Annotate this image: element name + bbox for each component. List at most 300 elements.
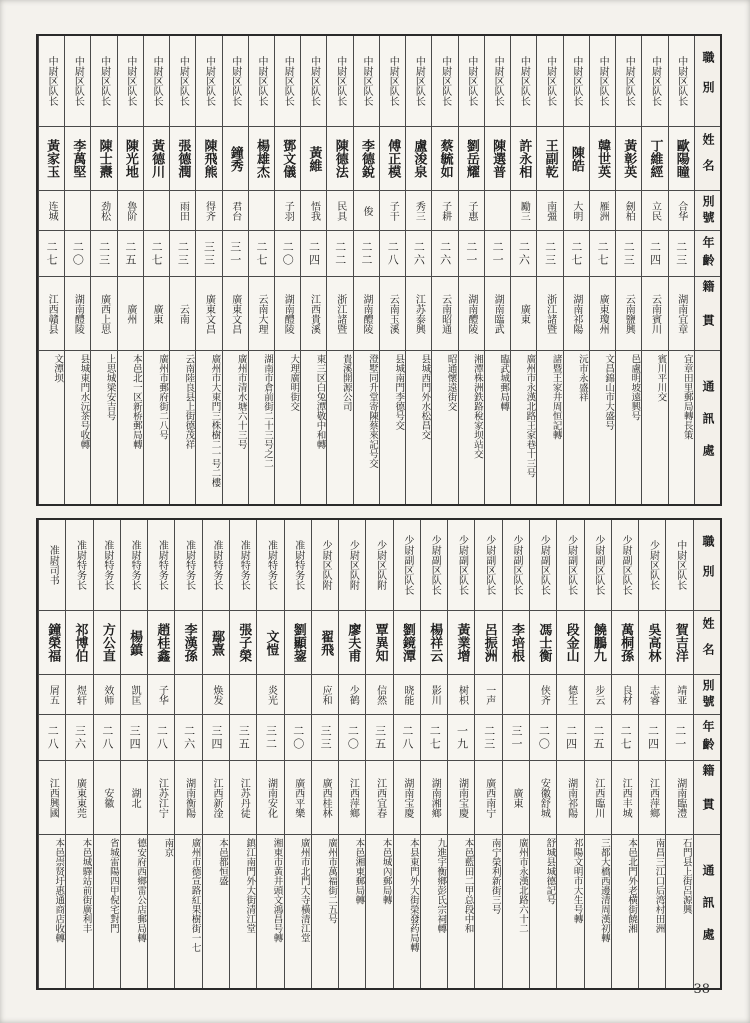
age-cell: 三四 [121, 714, 147, 760]
address-header: 通訊處 [694, 834, 720, 988]
origin-cell: 湖南醴陵 [354, 276, 379, 350]
address-cell: 沅市永盛祥 [564, 350, 589, 504]
person-column [300, 36, 326, 504]
name-cell: 劉顯鋆 [285, 610, 311, 674]
age-cell: 三三 [196, 230, 221, 276]
address-cell: 三都大橋西邊清周漢初轉 [585, 834, 611, 988]
age-cell: 二三 [669, 230, 694, 276]
address-cell: 廣州市大東門三株樹二一号二樓 [196, 350, 221, 504]
origin-cell: 云南大理 [249, 276, 274, 350]
origin-cell: 廣東文昌 [196, 276, 221, 350]
person-column [311, 520, 338, 988]
age-cell: 三三 [312, 714, 338, 760]
address-cell: 云南陸良县上街德茂祥 [170, 350, 195, 504]
name-cell: 陳德法 [327, 126, 352, 190]
origin-cell: 廣西上思 [91, 276, 116, 350]
person-column [502, 520, 529, 988]
name-cell: 劉鏡潭 [394, 610, 420, 674]
alias-cell [65, 190, 90, 230]
rank-cell: 中尉区队长 [124, 56, 136, 106]
rank-cell: 中尉区队长 [282, 56, 294, 106]
name-cell: 蔡毓如 [432, 126, 457, 190]
age-cell: 三五 [366, 714, 392, 760]
rank-cell: 中尉区队长 [518, 56, 530, 106]
rank-cell: 中尉区队长 [98, 56, 110, 106]
person-column [202, 520, 229, 988]
age-cell: 二〇 [285, 714, 311, 760]
name-cell: 黃德川 [144, 126, 169, 190]
address-cell: 文昌錦山市大盛号 [590, 350, 615, 504]
rank-cell: 中尉区队长 [177, 56, 189, 106]
address-cell: 諸暨王家井周恒記轉 [537, 350, 562, 504]
origin-cell: 江西宜春 [366, 760, 392, 834]
alias-cell: 劲松 [91, 190, 116, 230]
name-cell: 傅正模 [380, 126, 405, 190]
alias-cell: 立民 [642, 190, 667, 230]
alias-cell [249, 190, 274, 230]
address-cell: 本邑藍田二甲总段中和 [448, 834, 474, 988]
person-column [338, 520, 365, 988]
name-cell: 陳選普 [485, 126, 510, 190]
address-cell: 县城西門外水松昌交 [406, 350, 431, 504]
age-cell: 二四 [301, 230, 326, 276]
address-cell: 廣州市德宣路紅果樹街一七 [175, 834, 201, 988]
name-cell: 陳皓 [564, 126, 589, 190]
alias-cell: 屑五 [39, 674, 65, 714]
age-cell: 二八 [380, 230, 405, 276]
age-cell: 二二 [327, 230, 352, 276]
age-cell: 三一 [503, 714, 529, 760]
name-cell: 萬桐孫 [612, 610, 638, 674]
person-column [611, 520, 638, 988]
alias-cell: 悟我 [301, 190, 326, 230]
name-cell: 祁博伯 [66, 610, 92, 674]
age-cell: 二四 [642, 230, 667, 276]
origin-cell: 浙江諸暨 [327, 276, 352, 350]
name-cell: 李培根 [503, 610, 529, 674]
address-cell: 本邑崇贤圩惠通商店收轉 [39, 834, 65, 988]
name-cell: 鐘榮福 [39, 610, 65, 674]
person-column [563, 36, 589, 504]
address-cell: 南宁榮利新街三号 [475, 834, 501, 988]
address-cell: 廣州市郵府街二八号 [144, 350, 169, 504]
alias-cell [503, 674, 529, 714]
name-cell: 吳高林 [639, 610, 665, 674]
address-cell: 县城東門水沅茶号收轉 [65, 350, 90, 504]
person-column [584, 520, 611, 988]
person-column [38, 36, 64, 504]
age-cell: 二一 [666, 714, 692, 760]
origin-cell: 廣州 [118, 276, 143, 350]
address-cell: 本邑都恒盛 [203, 834, 229, 988]
address-cell: 石門县上街呂源興 [666, 834, 692, 988]
alias-cell: 应和 [312, 674, 338, 714]
rank-cell: 准尉司书 [47, 545, 59, 585]
origin-cell: 廣東 [503, 760, 529, 834]
alias-cell: 侠齐 [530, 674, 556, 714]
person-column [365, 520, 392, 988]
alias-header: 別號 [694, 674, 720, 714]
age-cell: 二四 [639, 714, 665, 760]
age-cell: 二七 [39, 230, 64, 276]
rank-cell: 少尉副区队长 [401, 535, 413, 595]
rank-cell: 少尉副区队长 [592, 535, 604, 595]
age-header: 年齡 [694, 714, 720, 760]
address-cell: 祁陽文明市大生号轉 [557, 834, 583, 988]
address-cell: 本邑湘東郵局轉 [339, 834, 365, 988]
age-cell: 三五 [230, 714, 256, 760]
address-cell: 昭通懷遠街交 [432, 350, 457, 504]
name-cell: 覃異知 [366, 610, 392, 674]
person-column [665, 520, 692, 988]
address-header: 通訊處 [695, 350, 720, 504]
origin-cell: 湖南醴陵 [275, 276, 300, 350]
person-column [274, 36, 300, 504]
person-column [536, 36, 562, 504]
address-cell: 南昌三江口后湾村田洲 [639, 834, 665, 988]
person-column [447, 520, 474, 988]
origin-cell: 云南昭通 [432, 276, 457, 350]
address-cell: 省城雷陽四甲倪宅對門 [94, 834, 120, 988]
alias-cell: 良材 [612, 674, 638, 714]
name-cell: 馮士衡 [530, 610, 556, 674]
alias-cell [285, 674, 311, 714]
alias-cell: 南彊 [537, 190, 562, 230]
name-cell: 黃家玉 [39, 126, 64, 190]
alias-cell: 一声 [475, 674, 501, 714]
rank-header: 職別 [695, 36, 720, 126]
age-cell: 二一 [485, 230, 510, 276]
person-column [529, 520, 556, 988]
rank-cell: 准尉特务长 [101, 540, 113, 590]
address-cell: 廣州市北門大寺橫清江堂 [285, 834, 311, 988]
person-column [484, 36, 510, 504]
origin-cell: 江苏丹徒 [230, 760, 256, 834]
origin-cell: 江西貴溪 [301, 276, 326, 350]
age-cell: 二三 [537, 230, 562, 276]
alias-cell: 得齐 [196, 190, 221, 230]
rank-cell: 中尉区队长 [544, 56, 556, 106]
name-header: 姓名 [695, 126, 720, 190]
origin-cell: 廣東東莞 [66, 760, 92, 834]
origin-cell: 江西贛县 [39, 276, 64, 350]
alias-cell: 子耕 [432, 190, 457, 230]
alias-cell: 俊 [354, 190, 379, 230]
age-cell: 二八 [394, 714, 420, 760]
age-cell: 一九 [448, 714, 474, 760]
rank-cell: 准尉特务长 [265, 540, 277, 590]
age-cell: 二六 [432, 230, 457, 276]
address-cell: 湘東市黃井頭文鴻昌号轉 [257, 834, 283, 988]
person-column [284, 520, 311, 988]
age-cell: 二七 [564, 230, 589, 276]
person-column [431, 36, 457, 504]
address-cell: 廣州市永漢北路王家巷十三号 [511, 350, 536, 504]
origin-cell: 湖南醴陵 [459, 276, 484, 350]
alias-cell: 合华 [669, 190, 694, 230]
rank-cell: 中尉区队长 [492, 56, 504, 106]
alias-cell: 劍柏 [616, 190, 641, 230]
age-cell: 二四 [557, 714, 583, 760]
alias-cell: 秀三 [406, 190, 431, 230]
person-column [326, 36, 352, 504]
age-cell: 三六 [66, 714, 92, 760]
rank-cell: 少尉区队附 [374, 540, 386, 590]
origin-header: 籍貫 [695, 276, 720, 350]
age-header: 年齡 [695, 230, 720, 276]
age-cell: 二六 [406, 230, 431, 276]
rank-cell: 中尉区队长 [229, 56, 241, 106]
origin-cell: 云南 [170, 276, 195, 350]
person-column [458, 36, 484, 504]
age-cell: 二〇 [339, 714, 365, 760]
address-cell: 廣州市萬福街二五号 [312, 834, 338, 988]
name-cell: 段金山 [557, 610, 583, 674]
name-cell: 黃維 [301, 126, 326, 190]
person-column [393, 520, 420, 988]
rank-cell: 少尉副区队长 [483, 535, 495, 595]
rank-cell: 中尉区队长 [256, 56, 268, 106]
address-cell: 貴溪開源公司 [327, 350, 352, 504]
origin-cell: 江西臨川 [585, 760, 611, 834]
name-cell: 楊祥云 [421, 610, 447, 674]
rank-cell: 中尉区队长 [413, 56, 425, 106]
address-cell: 邑盧明坡遠興号 [616, 350, 641, 504]
address-cell: 湘潭株洲鉄路稅家坝站交 [459, 350, 484, 504]
person-column [195, 36, 221, 504]
person-column [90, 36, 116, 504]
rank-header: 職別 [694, 520, 720, 610]
person-column [379, 36, 405, 504]
origin-cell: 廣西平樂 [285, 760, 311, 834]
name-cell: 鐘秀 [223, 126, 248, 190]
age-cell: 二三 [475, 714, 501, 760]
address-cell: 本邑城內郵局轉 [366, 834, 392, 988]
origin-cell: 廣東瓊州 [590, 276, 615, 350]
rank-cell: 少尉区队长 [647, 540, 659, 590]
person-column [174, 520, 201, 988]
person-column [420, 520, 447, 988]
age-cell: 三四 [203, 714, 229, 760]
rank-cell: 中尉区队长 [623, 56, 635, 106]
alias-cell [230, 674, 256, 714]
alias-cell: 信然 [366, 674, 392, 714]
roster-columns-top [38, 36, 720, 504]
rank-cell: 少尉区队附 [320, 540, 332, 590]
age-cell: 二七 [144, 230, 169, 276]
address-cell: 宜章田里郵局轉長策 [669, 350, 694, 504]
person-column [353, 36, 379, 504]
alias-cell [144, 190, 169, 230]
origin-cell: 江苏泰興 [406, 276, 431, 350]
address-cell: 本县東門外大街榮發药局轉 [394, 834, 420, 988]
age-cell: 二六 [511, 230, 536, 276]
origin-cell: 湖南臨澧 [666, 760, 692, 834]
address-cell: 南京 [148, 834, 174, 988]
rank-cell: 中尉区队长 [151, 56, 163, 106]
age-cell: 二七 [249, 230, 274, 276]
person-column [474, 520, 501, 988]
person-column [668, 36, 694, 504]
alias-cell: 大明 [564, 190, 589, 230]
name-cell: 陳士燾 [91, 126, 116, 190]
origin-cell: 湖北 [121, 760, 147, 834]
person-column [248, 36, 274, 504]
name-cell: 許永相 [511, 126, 536, 190]
origin-cell: 廣東 [511, 276, 536, 350]
age-cell: 二二 [354, 230, 379, 276]
name-cell: 饒鵬九 [585, 610, 611, 674]
address-cell: 本邑北門外老横街饒湘 [612, 834, 638, 988]
person-column [120, 520, 147, 988]
name-cell: 劉岳耀 [459, 126, 484, 190]
name-cell: 翟飛 [312, 610, 338, 674]
name-cell: 李萬堅 [65, 126, 90, 190]
age-cell: 二〇 [530, 714, 556, 760]
alias-cell: 魯阶 [118, 190, 143, 230]
address-cell: 县城南門李德号交 [380, 350, 405, 504]
header-column [694, 36, 720, 504]
person-column [229, 520, 256, 988]
rank-cell: 中尉区队长 [203, 56, 215, 106]
name-cell: 黃業增 [448, 610, 474, 674]
rank-cell: 少尉副区队长 [456, 535, 468, 595]
address-cell: 賓川平川交 [642, 350, 667, 504]
name-cell: 楊鎮 [121, 610, 147, 674]
alias-cell [485, 190, 510, 230]
person-column [638, 520, 665, 988]
address-cell: 廣州市永漢北路六十二 [503, 834, 529, 988]
origin-cell: 湖南宝慶 [448, 760, 474, 834]
alias-cell: 炎光 [257, 674, 283, 714]
address-cell: 大理廣明街交 [275, 350, 300, 504]
rank-cell: 中尉区队长 [308, 56, 320, 106]
person-column [147, 520, 174, 988]
rank-cell: 少尉区队附 [347, 540, 359, 590]
name-header: 姓名 [694, 610, 720, 674]
rank-cell: 中尉区队长 [675, 56, 687, 106]
origin-cell: 廣西桂林 [312, 760, 338, 834]
alias-cell: 少鹤 [339, 674, 365, 714]
alias-cell: 勵三 [511, 190, 536, 230]
person-column [222, 36, 248, 504]
alias-cell: 子羽 [275, 190, 300, 230]
name-cell: 方公直 [94, 610, 120, 674]
age-cell: 二五 [585, 714, 611, 760]
name-cell: 鄢熹 [203, 610, 229, 674]
alias-cell: 效师 [94, 674, 120, 714]
name-cell: 張德潤 [170, 126, 195, 190]
origin-cell: 廣西南宁 [475, 760, 501, 834]
rank-cell: 中尉区队长 [360, 56, 372, 106]
person-column [641, 36, 667, 504]
rank-cell: 准尉特务长 [74, 540, 86, 590]
origin-cell: 湖南湘鄉 [421, 760, 447, 834]
origin-cell: 江西丰城 [612, 760, 638, 834]
alias-cell: 焕发 [203, 674, 229, 714]
age-cell: 三二 [257, 714, 283, 760]
rank-cell: 少尉副区队长 [620, 535, 632, 595]
rank-cell: 中尉区队长 [334, 56, 346, 106]
name-cell: 張子榮 [230, 610, 256, 674]
address-cell: 上思城梁安吉号 [91, 350, 116, 504]
name-cell: 鄧文儀 [275, 126, 300, 190]
person-column [38, 520, 65, 988]
alias-cell: 凯匡 [121, 674, 147, 714]
age-cell: 二七 [590, 230, 615, 276]
alias-cell: 子华 [148, 674, 174, 714]
rank-cell: 中尉区队长 [597, 56, 609, 106]
age-cell: 二五 [118, 230, 143, 276]
rank-cell: 准尉特务长 [129, 540, 141, 590]
person-column [169, 36, 195, 504]
name-cell: 李漢孫 [175, 610, 201, 674]
name-cell: 楊雄杰 [249, 126, 274, 190]
origin-cell: 湖南宜章 [669, 276, 694, 350]
age-cell: 二〇 [275, 230, 300, 276]
person-column [93, 520, 120, 988]
alias-cell: 雁洲 [590, 190, 615, 230]
origin-cell: 云南賓川 [642, 276, 667, 350]
origin-cell: 云南玉溪 [380, 276, 405, 350]
name-cell: 韓世英 [590, 126, 615, 190]
alias-cell: 德生 [557, 674, 583, 714]
age-cell: 二八 [39, 714, 65, 760]
name-cell: 黃彰英 [616, 126, 641, 190]
alias-cell: 子惠 [459, 190, 484, 230]
alias-cell: 志睿 [639, 674, 665, 714]
rank-cell: 少尉副区队长 [565, 535, 577, 595]
rank-cell: 少尉副区队长 [538, 535, 550, 595]
rank-cell: 准尉特务长 [156, 540, 168, 590]
origin-cell: 江西萍鄉 [639, 760, 665, 834]
alias-cell: 君台 [223, 190, 248, 230]
alias-cell: 影川 [421, 674, 447, 714]
rank-cell: 中尉区队长 [465, 56, 477, 106]
person-column [256, 520, 283, 988]
name-cell: 趙桂鑫 [148, 610, 174, 674]
rank-cell: 少尉副区队长 [511, 535, 523, 595]
origin-cell: 江西萍鄉 [339, 760, 365, 834]
alias-cell: 靖亚 [666, 674, 692, 714]
origin-cell: 云南鹽興 [616, 276, 641, 350]
address-cell: 德安府西鄉雷公店郵局轉 [121, 834, 147, 988]
name-cell: 陳飛熊 [196, 126, 221, 190]
rank-cell: 中尉区队长 [439, 56, 451, 106]
origin-cell: 浙江諸暨 [537, 276, 562, 350]
alias-cell: 晓能 [394, 674, 420, 714]
age-cell: 三一 [223, 230, 248, 276]
rank-cell: 中尉区队长 [570, 56, 582, 106]
address-cell: 湖南市倉前街二十三号之二 [249, 350, 274, 504]
age-cell: 二〇 [65, 230, 90, 276]
address-cell: 東三区白兔潭敬中和轉 [301, 350, 326, 504]
name-cell: 呂振洲 [475, 610, 501, 674]
age-cell: 二七 [612, 714, 638, 760]
address-cell: 舒城县城德記号 [530, 834, 556, 988]
origin-cell: 湖南衡陽 [175, 760, 201, 834]
origin-cell: 湖南宝慶 [394, 760, 420, 834]
origin-cell: 湖南祁陽 [557, 760, 583, 834]
alias-cell: 树枳 [448, 674, 474, 714]
address-cell: 臨武城郵局轉 [485, 350, 510, 504]
alias-cell [175, 674, 201, 714]
rank-cell: 中尉区队长 [649, 56, 661, 106]
age-cell: 二八 [148, 714, 174, 760]
rank-cell: 中尉区队长 [46, 56, 58, 106]
name-cell: 盧浚泉 [406, 126, 431, 190]
address-cell: 廣州市清水塘六十三号 [223, 350, 248, 504]
